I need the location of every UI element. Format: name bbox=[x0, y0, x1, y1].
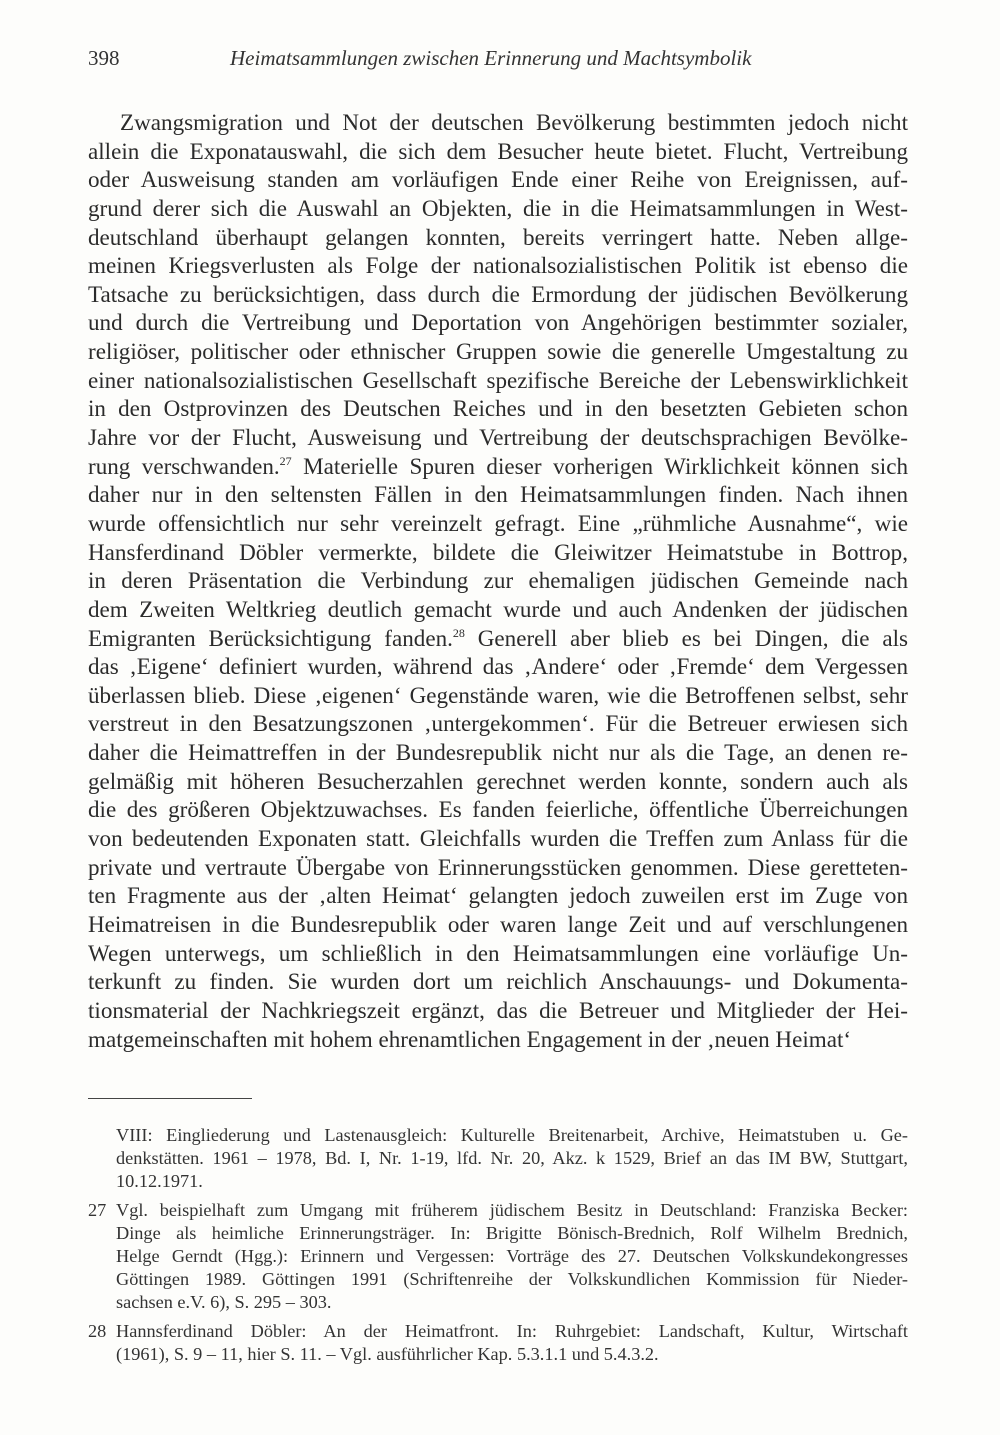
text-line: in den Ostprovinzen des Deutschen Reiches und in den besetzten Gebieten schon bbox=[88, 395, 908, 422]
footnote-ref-27: 27 bbox=[279, 453, 292, 468]
text-segment: rung verschwanden. bbox=[88, 452, 280, 479]
page-number: 398 bbox=[88, 46, 120, 70]
text-line-with-footnote bbox=[88, 452, 908, 481]
footnote-number: 27 bbox=[88, 1200, 107, 1220]
footnote-ref-28: 28 bbox=[452, 625, 465, 640]
text-line: und durch die Vertreibung und Deportation von Angehörigen bestimmter sozialer, bbox=[88, 309, 908, 336]
text-line: das ‚Eigene‘ definiert wurden, während das ‚Andere‘ oder ‚Fremde‘ dem Vergessen bbox=[88, 653, 908, 680]
text-line: Wegen unterwegs, um schließlich in den Heimatsammlungen eine vorläufige Un- bbox=[88, 939, 908, 966]
text-line: Jahre vor der Flucht, Ausweisung und Vertreibung der deutschsprachigen Bevölke- bbox=[88, 424, 908, 451]
main-paragraph bbox=[88, 108, 908, 1053]
text-segment: Emigranten Berücksichtigung fanden. bbox=[88, 624, 453, 651]
text-line: religiöser, politischer oder ethnischer Gruppen sowie die generelle Umgestaltung zu bbox=[88, 338, 908, 365]
footnote-number: 28 bbox=[88, 1321, 107, 1341]
footnote-line: Göttingen 1989. Göttingen 1991 (Schriftenreihe der Volkskundlichen Kommission für Nieder- bbox=[116, 1269, 908, 1289]
footnote-continued bbox=[88, 1124, 908, 1193]
text-line: dem Zweiten Weltkrieg deutlich gemacht wurde und auch Andenken der jüdischen bbox=[88, 595, 908, 622]
footnote-28 bbox=[88, 1320, 908, 1366]
text-line: daher die Heimattreffen in der Bundesrepublik nicht nur als die Tage, an denen re- bbox=[88, 739, 908, 766]
text-line: terkunft zu finden. Sie wurden dort um reichlich Anschauungs- und Dokumenta- bbox=[88, 968, 908, 995]
text-line: die des größeren Objektzuwachses. Es fanden feierliche, öffentliche Überreichungen bbox=[88, 796, 908, 823]
footnote-line: denkstätten. 1961 – 1978, Bd. I, Nr. 1-19, lfd. Nr. 20, Akz. k 1529, Brief an das IM BW, Stuttgart, bbox=[116, 1148, 908, 1168]
text-segment: Materielle Spuren dieser vorherigen Wirklichkeit können sich bbox=[291, 452, 909, 479]
footnote-line: Helge Gerndt (Hgg.): Erinnern und Vergessen: Vorträge des 27. Deutschen Volkskundekongresses bbox=[116, 1246, 908, 1266]
running-title: Heimatsammlungen zwischen Erinnerung und Machtsymbolik bbox=[230, 46, 752, 70]
text-segment: Generell aber blieb es bei Dingen, die als bbox=[464, 624, 908, 651]
footnote-line: 10.12.1971. bbox=[116, 1171, 203, 1191]
text-line: allein die Exponatauswahl, die sich dem Besucher heute bietet. Flucht, Vertreibung bbox=[88, 137, 908, 164]
text-line: Tatsache zu berücksichtigen, dass durch die Ermordung der jüdischen Bevölkerung bbox=[88, 280, 908, 307]
text-line: grund derer sich die Auswahl an Objekten, die in die Heimatsammlungen in West- bbox=[88, 194, 908, 221]
text-line: wurde offensichtlich nur sehr vereinzelt gefragt. Eine „rühmliche Ausnahme“, wie bbox=[88, 509, 908, 536]
text-line-with-footnote bbox=[88, 624, 908, 653]
footnote-line: sachsen e.V. 6), S. 295 – 303. bbox=[116, 1292, 332, 1312]
text-line: Heimatreisen in die Bundesrepublik oder waren lange Zeit und auf verschlungenen bbox=[88, 910, 908, 937]
text-line: überlassen blieb. Diese ‚eigenen‘ Gegenstände waren, wie die Betroffenen selbst, sehr bbox=[88, 681, 908, 708]
text-line: matgemeinschaften mit hohem ehrenamtlichen Engagement in der ‚neuen Heimat‘ bbox=[88, 1025, 852, 1052]
text-line: private und vertraute Übergabe von Erinnerungsstücken genommen. Diese geretteten- bbox=[88, 853, 908, 880]
footnote-line: Dinge als heimliche Erinnerungsträger. In: Brigitte Bönisch-Brednich, Rolf Wilhelm Brednich, bbox=[116, 1223, 908, 1243]
text-line: gelmäßig mit höheren Besucherzahlen gerechnet werden konnte, sondern auch als bbox=[88, 767, 908, 794]
text-line: tionsmaterial der Nachkriegszeit ergänzt, das die Betreuer und Mitglieder der Hei- bbox=[88, 996, 908, 1023]
page-header bbox=[88, 46, 908, 76]
footnotes bbox=[88, 1124, 908, 1366]
text-line: ten Fragmente aus der ‚alten Heimat‘ gelangten jedoch zuweilen erst im Zuge von bbox=[88, 882, 908, 909]
text-line: daher nur in den seltensten Fällen in den Heimatsammlungen finden. Nach ihnen bbox=[88, 481, 908, 508]
text-line: meinen Kriegsverlusten als Folge der nationalsozialistischen Politik ist ebenso die bbox=[88, 252, 908, 279]
text-line: verstreut in den Besatzungszonen ‚untergekommen‘. Für die Betreuer erwiesen sich bbox=[88, 710, 908, 737]
footnote-divider bbox=[88, 1098, 252, 1099]
footnote-27 bbox=[88, 1199, 908, 1314]
text-line: deutschland überhaupt gelangen konnten, bereits verringert hatte. Neben allge- bbox=[88, 223, 908, 250]
text-line: in deren Präsentation die Verbindung zur ehemaligen jüdischen Gemeinde nach bbox=[88, 567, 908, 594]
text-line: von bedeutenden Exponaten statt. Gleichfalls wurden die Treffen zum Anlass für die bbox=[88, 825, 908, 852]
text-line: einer nationalsozialistischen Gesellschaft spezifische Bereiche der Lebenswirklichkeit bbox=[88, 366, 908, 393]
text-line: Hansferdinand Döbler vermerkte, bildete die Gleiwitzer Heimatstube in Bottrop, bbox=[88, 538, 908, 565]
footnote-line: Vgl. beispielhaft zum Umgang mit früherem jüdischem Besitz in Deutschland: Franziska Becker: bbox=[116, 1200, 908, 1220]
footnote-line: Hannsferdinand Döbler: An der Heimatfront. In: Ruhrgebiet: Landschaft, Kultur, Wirtschaft bbox=[116, 1321, 908, 1341]
text-line: Zwangsmigration und Not der deutschen Bevölkerung bestimmten jedoch nicht bbox=[120, 109, 908, 135]
footnote-line: (1961), S. 9 – 11, hier S. 11. – Vgl. ausführlicher Kap. 5.3.1.1 und 5.4.3.2. bbox=[116, 1344, 659, 1364]
text-line: oder Ausweisung standen am vorläufigen Ende einer Reihe von Ereignissen, auf- bbox=[88, 166, 908, 193]
footnote-line: VIII: Eingliederung und Lastenausgleich: Kulturelle Breitenarbeit, Archive, Heimatstuben u. Ge- bbox=[116, 1125, 908, 1145]
